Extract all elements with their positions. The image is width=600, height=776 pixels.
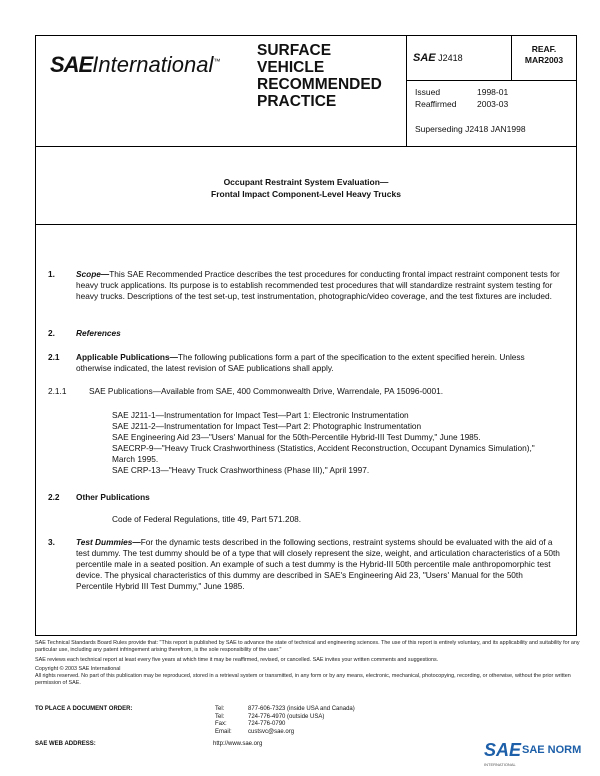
section-number: 3.: [48, 537, 55, 547]
section-text: For the dynamic tests described in the following sections, restraint systems should be evaluated with the aid of a test dummy. The test dummy should be of a type that will closely represent the size, weight, and articulation characteristics of a 50th percentile male in a seated position. An example of such a test dummy is the Hybrid-III 50th percentile male anthropomorphic test device. The physical characteristics of this dummy are described in SAE's Engineering Aid 23, "Users' Manual for the 50th Percentile Hybrid III Test Dummy," June 1985.: [76, 537, 560, 591]
section-heading-references: References: [76, 328, 121, 338]
title-line-1: Occupant Restraint System Evaluation—: [223, 177, 389, 187]
section-number: 2.: [48, 328, 55, 338]
doc-type-line: PRACTICE: [257, 93, 337, 110]
contact-value: 877-606-7323 (inside USA and Canada): [248, 706, 355, 712]
contact-key: Email:: [215, 728, 232, 735]
section-text: The following publications form a part of the specification to the extent specified herein. Unless otherwise indicated, the latest revision of SAE publications shall apply.: [76, 352, 525, 373]
doc-type-line: SURFACE: [257, 42, 332, 59]
document-type: [257, 42, 412, 110]
reaffirmed-date: 2003-03: [477, 99, 509, 109]
section-number: 2.1: [48, 352, 60, 362]
sae-publications: SAE Publications—Available from SAE, 400 Commonwealth Drive, Warrendale, PA 15096-0001.: [89, 386, 444, 396]
reference-item: SAE Engineering Aid 23—"Users' Manual for the 50th-Percentile Hybrid-III Test Dummy," June 1985.: [112, 432, 481, 442]
web-address-link[interactable]: http://www.sae.org: [213, 741, 263, 747]
reaf-label: REAF.: [531, 44, 557, 54]
contact-key: Fax:: [215, 721, 227, 727]
contact-key: Tel:: [215, 713, 225, 720]
legal-footer: [35, 640, 580, 690]
order-label: TO PLACE A DOCUMENT ORDER:: [35, 706, 133, 712]
contact-value: 724-776-4970 (outside USA): [248, 713, 325, 720]
web-address-label: SAE WEB ADDRESS:: [35, 741, 96, 747]
title-line-2: Frontal Impact Component-Level Heavy Trucks: [211, 189, 401, 199]
document-dates: [415, 86, 508, 110]
logo-sae: SAE: [50, 52, 93, 77]
badge-subtitle: INTERNATIONAL: [484, 762, 516, 767]
sae-norm-badge: [484, 740, 584, 770]
superseding-note: Superseding J2418 JAN1998: [415, 124, 526, 134]
section-number: 1.: [48, 269, 55, 279]
footer-review: SAE reviews each technical report at least every five years at which time it may be reaffirmed, revised, or cancelled. SAE invites your written comments and suggestions.: [35, 656, 439, 663]
reaffirmed-label: Reaffirmed: [415, 99, 457, 109]
sae-international-logo: [50, 52, 220, 78]
section-heading: Scope—: [76, 269, 110, 279]
document-header: [36, 36, 576, 147]
contact-value: 724-776-0790: [248, 721, 286, 727]
divider: [406, 36, 407, 146]
contact-key: Tel:: [215, 706, 225, 712]
reference-item: SAE J211-2—Instrumentation for Impact Test—Part 2: Photographic Instrumentation: [112, 421, 422, 431]
reference-item: SAE CRP-13—"Heavy Truck Crashworthiness (Phase III)," April 1997.: [112, 465, 370, 475]
issued-date: 1998-01: [477, 87, 509, 97]
reaffirmation-box: [514, 44, 574, 66]
logo-international: International: [92, 52, 214, 77]
doc-number: J2418: [438, 53, 463, 63]
badge-sae-logo: SAE: [484, 740, 522, 760]
footer-rights: All rights reserved. No part of this publication may be reproduced, stored in a retrieval system or transmitted, in any form or by any means, electronic, mechanical, photocopying, recording, or otherwise, without the prior written permission of SAE.: [35, 673, 571, 687]
reaf-date: MAR2003: [524, 55, 564, 65]
issued-label: Issued: [415, 87, 441, 97]
doc-type-line: RECOMMENDED: [257, 76, 382, 93]
section-text: This SAE Recommended Practice describes the test procedures for conducting frontal impact restraint component tests for heavy truck applications. Its purpose is to establish recommended test procedures that will standardize restraint system testing for heavy trucks. Descriptions of the test set-up, test instrumentation, photographic/video coverage, and the test fixtures are included.: [76, 269, 560, 301]
cfr-reference: Code of Federal Regulations, title 49, Part 571.208.: [112, 514, 302, 524]
doc-type-line: VEHICLE: [257, 59, 325, 76]
section-scope: [76, 269, 562, 302]
document-title: [36, 176, 576, 200]
divider: [511, 36, 512, 80]
footer-copyright: Copyright © 2003 SAE International: [35, 665, 121, 672]
reference-item: SAE J211-1—Instrumentation for Impact Test—Part 1: Electronic Instrumentation: [112, 410, 409, 420]
section-test-dummies: [76, 537, 562, 592]
contact-email-link[interactable]: custsvc@sae.org: [248, 728, 295, 735]
section-heading: Test Dummies—: [76, 537, 141, 547]
doc-prefix: SAE: [413, 52, 436, 64]
document-frame: [35, 35, 577, 636]
badge-norm-text: SAE NORM: [522, 744, 582, 756]
logo-trademark: ™: [213, 58, 221, 66]
section-heading: Applicable Publications—: [76, 352, 178, 362]
section-number: 2.1.1: [48, 386, 67, 396]
footer-rules: SAE Technical Standards Board Rules provide that: "This report is published by SAE to advance the state of technical and engineering sciences. The use of this report is entirely voluntary, and its applicability and suitability for any particular use, including any patent infringement arising therefrom, is the sole responsibility of the user.": [35, 640, 580, 654]
reference-item: SAECRP-9—"Heavy Truck Crashworthiness (Statistics, Accident Reconstruction, Occupant Dynamics Simulation)," March 1995.: [112, 443, 535, 464]
section-applicable-publications: [76, 352, 562, 374]
section-heading-other-publications: Other Publications: [76, 492, 150, 502]
divider: [406, 80, 576, 81]
document-number: [413, 52, 463, 64]
title-box: [36, 146, 576, 225]
section-number: 2.2: [48, 492, 60, 502]
